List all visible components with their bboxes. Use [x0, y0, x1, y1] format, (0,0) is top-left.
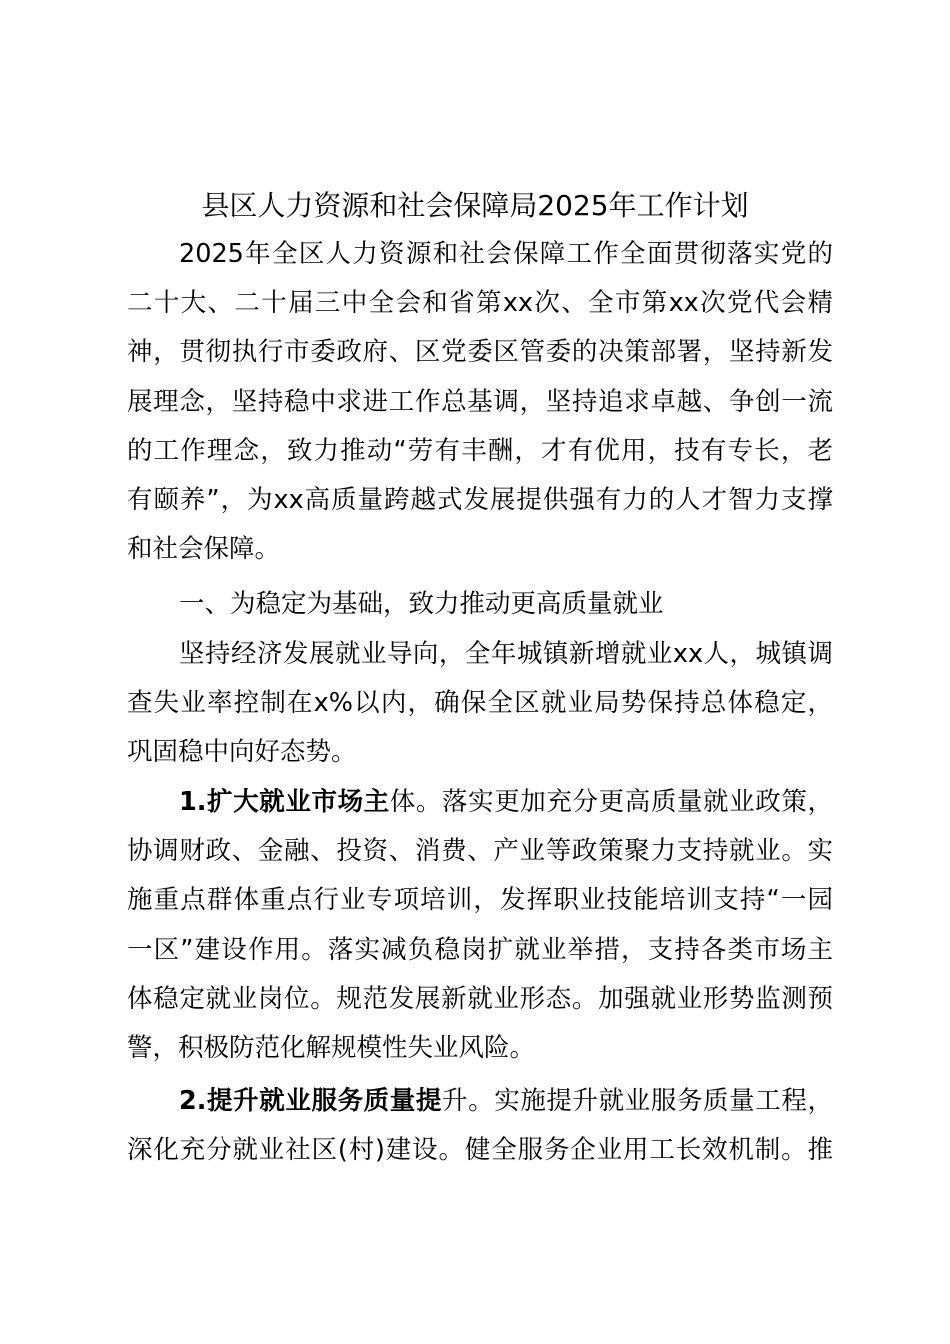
section-heading-text: 一、为稳定为基础，致力推动更高质量就业	[179, 589, 664, 619]
item-1-line: 施重点群体重点行业专项培训，发挥职业技能培训支持“一园	[127, 885, 833, 916]
item-1-first-line	[127, 778, 833, 827]
intro-line: 神，贯彻执行市委政府、区党委区管委的决策部署，坚持新发	[127, 337, 833, 368]
item-2-text: 升。实施提升就业服务质量工程，	[442, 1086, 833, 1116]
document-title: 县区人力资源和社会保障局2025年工作计划	[201, 189, 749, 222]
item-1-text: 体。落实更加充分更高质量就业政策，	[389, 787, 833, 817]
item-2-first-line	[127, 1077, 833, 1126]
section-line: 坚持经济发展就业导向，全年城镇新增就业xx人，城镇调	[179, 639, 833, 669]
item-1-line: 一区”建设作用。落实减负稳岗扩就业举措，支持各类市场主	[127, 934, 833, 965]
section-line: 查失业率控制在x%以内，确保全区就业局势保持总体稳定，	[127, 688, 833, 719]
item-1-heading: 1.扩大就业市场主	[179, 787, 390, 817]
intro-line: 的工作理念，致力推动“劳有丰酬，才有优用，技有专长，老	[127, 435, 833, 466]
intro-line: 2025年全区人力资源和社会保障工作全面贯彻落实党的	[179, 239, 833, 269]
section-paragraph	[127, 630, 833, 778]
intro-line: 和社会保障。	[127, 534, 281, 565]
intro-paragraph	[127, 230, 833, 574]
item-1-line: 体稳定就业岗位。规范发展新就业形态。加强就业形势监测预	[127, 983, 833, 1014]
item-2-line: 深化充分就业社区(村)建设。健全服务企业用工长效机制。推	[127, 1135, 833, 1166]
item-1-line: 警，积极防范化解规模性失业风险。	[127, 1033, 536, 1064]
item-2-heading: 2.提升就业服务质量提	[179, 1086, 442, 1116]
intro-line: 二十大、二十届三中全会和省第xx次、全市第xx次党代会精	[127, 288, 833, 319]
intro-line: 展理念，坚持稳中求进工作总基调，坚持追求卓越、争创一流	[127, 386, 833, 417]
item-2-paragraph	[127, 1077, 833, 1175]
section-heading	[127, 580, 833, 629]
section-line: 巩固稳中向好态势。	[127, 737, 357, 768]
intro-line: 有颐养”，为xx高质量跨越式发展提供强有力的人才智力支撑	[127, 485, 833, 516]
item-1-line: 协调财政、金融、投资、消费、产业等政策聚力支持就业。实	[127, 836, 833, 867]
item-1-paragraph	[127, 778, 833, 1073]
